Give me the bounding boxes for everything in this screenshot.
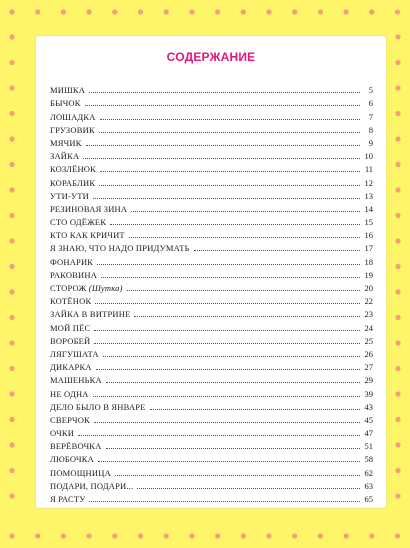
dot-leader — [100, 170, 360, 172]
toc-entry — [50, 95, 373, 108]
toc-entry-title — [50, 178, 95, 188]
toc-entry — [50, 293, 373, 306]
border-dot — [395, 136, 400, 141]
toc-entry — [50, 135, 373, 148]
border-dot — [395, 238, 400, 243]
toc-entry-label: ЗАЙКА — [50, 151, 80, 162]
toc-entry-title — [50, 309, 130, 319]
toc-entry — [50, 148, 373, 161]
toc-entry — [50, 82, 373, 95]
toc-entry — [50, 201, 373, 214]
toc-entry-page-number: 20 — [364, 283, 373, 293]
page-title: СОДЕРЖАНИЕ — [166, 50, 256, 64]
dot-leader — [89, 500, 360, 502]
toc-entry-page-number: 11 — [364, 164, 373, 175]
toc-entry-label: НЕ ОДНА — [50, 388, 89, 399]
border-dot — [112, 9, 117, 14]
dot-leader — [86, 144, 360, 146]
dot-leader — [93, 197, 360, 199]
border-dot — [9, 213, 14, 218]
toc-entry-page-number: 43 — [364, 401, 373, 412]
toc-entry-page-number: 65 — [364, 494, 373, 504]
border-dot — [61, 533, 66, 538]
table-of-contents — [50, 82, 373, 504]
toc-entry — [50, 399, 373, 412]
toc-entry-title — [50, 125, 95, 135]
toc-entry — [50, 174, 373, 187]
border-dot — [9, 289, 14, 294]
toc-entry-page-number: 18 — [364, 256, 373, 267]
toc-entry-label: ЛЯГУШАТА — [50, 348, 99, 359]
toc-entry-title — [50, 164, 96, 174]
dot-leader — [129, 236, 360, 238]
toc-entry — [50, 108, 373, 121]
border-dot — [9, 391, 14, 396]
toc-entry — [50, 161, 373, 174]
border-dot — [395, 162, 400, 167]
border-dot — [241, 533, 246, 538]
toc-entry — [50, 478, 373, 491]
border-dot — [215, 9, 220, 14]
toc-entry-page-number: 10 — [364, 151, 373, 162]
toc-entry-label: ВЕРЁВОЧКА — [50, 441, 102, 452]
toc-entry-title — [50, 323, 90, 333]
border-dot — [189, 533, 194, 538]
toc-entry — [50, 372, 373, 385]
border-dot — [395, 493, 400, 498]
toc-entry-label: МИШКА — [50, 85, 86, 96]
border-dot — [395, 34, 400, 39]
border-dot — [9, 468, 14, 473]
dot-leader — [89, 91, 360, 93]
toc-entry-title — [50, 415, 90, 425]
border-dot — [9, 85, 14, 90]
border-dot — [9, 111, 14, 116]
toc-entry-page-number: 5 — [368, 85, 373, 96]
border-dot — [9, 136, 14, 141]
toc-entry-page-number: 58 — [364, 454, 373, 465]
border-dot — [9, 340, 14, 345]
toc-entry-label: БЫЧОК — [50, 98, 81, 109]
dot-leader — [83, 157, 360, 159]
toc-entry-label: КОРАБЛИК — [50, 177, 96, 188]
toc-entry-page-number: 6 — [368, 98, 373, 109]
toc-entry-label: ПОМОЩНИЦА — [50, 467, 111, 478]
toc-entry — [50, 491, 373, 504]
toc-entry-label: СВЕРЧОК — [50, 414, 90, 425]
border-dot — [395, 60, 400, 65]
toc-entry-label: РАКОВИНА — [50, 269, 98, 280]
toc-entry-title — [50, 481, 133, 491]
border-dot — [9, 366, 14, 371]
toc-entry — [50, 122, 373, 135]
toc-entry-page-number: 29 — [364, 375, 373, 386]
toc-entry — [50, 188, 373, 201]
toc-entry — [50, 253, 373, 266]
border-dot — [9, 187, 14, 192]
border-dot — [395, 417, 400, 422]
toc-entry-page-number: 7 — [368, 111, 373, 122]
toc-entry-title — [50, 204, 127, 214]
border-dot — [318, 9, 323, 14]
toc-entry-label: КОЗЛЁНОК — [50, 164, 96, 175]
border-dot — [395, 340, 400, 345]
dot-leader — [98, 460, 360, 462]
border-dot — [9, 162, 14, 167]
toc-entry-page-number: 19 — [364, 269, 373, 280]
border-dot — [9, 533, 14, 538]
border-dot — [87, 533, 92, 538]
border-dot — [87, 9, 92, 14]
border-dot — [395, 289, 400, 294]
border-dot — [241, 9, 246, 14]
border-dot — [9, 315, 14, 320]
dot-leader — [97, 263, 360, 265]
toc-entry-label: Я ЗНАЮ, ЧТО НАДО ПРИДУМАТЬ — [50, 243, 190, 254]
toc-entry-page-number: 51 — [364, 441, 373, 452]
toc-entry-title — [50, 468, 111, 478]
toc-entry-title — [50, 138, 82, 148]
dot-leader — [115, 474, 360, 476]
border-dot — [292, 533, 297, 538]
dot-leader — [94, 329, 360, 331]
toc-entry-label: КОТЁНОК — [50, 296, 92, 307]
border-dot — [9, 9, 14, 14]
toc-entry-page-number: 27 — [364, 362, 373, 373]
toc-entry-title — [50, 270, 97, 280]
toc-entry-page-number: 25 — [364, 335, 373, 346]
border-dot — [395, 187, 400, 192]
dot-leader — [150, 408, 360, 410]
border-dot — [35, 9, 40, 14]
dot-leader — [96, 368, 360, 370]
toc-entry-title — [50, 494, 85, 504]
toc-entry-label: ВОРОБЕЙ — [50, 335, 91, 346]
border-dot — [395, 468, 400, 473]
toc-entry-page-number: 47 — [364, 428, 373, 439]
toc-entry-page-number: 63 — [364, 480, 373, 491]
toc-entry-title — [50, 151, 79, 161]
toc-entry — [50, 280, 373, 293]
toc-entry-title — [50, 217, 106, 227]
border-dot — [189, 9, 194, 14]
toc-entry — [50, 227, 373, 240]
toc-entry-page-number: 22 — [364, 296, 373, 307]
dot-leader — [131, 210, 360, 212]
toc-entry-page-number: 8 — [368, 124, 373, 135]
dot-leader — [106, 447, 360, 449]
toc-entry-title — [50, 402, 146, 412]
toc-entry-title — [50, 389, 89, 399]
toc-entry-label: ЛОШАДКА — [50, 111, 96, 122]
border-dot — [164, 533, 169, 538]
toc-entry — [50, 412, 373, 425]
toc-entry-title — [50, 98, 81, 108]
dot-leader — [94, 421, 360, 423]
toc-entry-title — [50, 230, 125, 240]
border-dot — [395, 315, 400, 320]
contents-page — [36, 36, 386, 508]
dot-leader — [134, 315, 360, 317]
toc-entry — [50, 240, 373, 253]
toc-entry-label: СТО ОДЁЖЕК — [50, 217, 107, 228]
toc-entry-label: РЕЗИНОВАЯ ЗИНА — [50, 203, 128, 214]
toc-entry-page-number: 45 — [364, 414, 373, 425]
toc-entry — [50, 359, 373, 372]
border-dot — [9, 34, 14, 39]
toc-entry-label: ЗАЙКА В ВИТРИНЕ — [50, 309, 131, 320]
border-dot — [344, 9, 349, 14]
toc-entry-label: УТИ-УТИ — [50, 190, 89, 201]
dot-leader — [78, 434, 360, 436]
toc-entry — [50, 306, 373, 319]
border-dot — [395, 442, 400, 447]
dot-leader — [95, 302, 360, 304]
toc-entry-page-number: 9 — [368, 137, 373, 148]
dot-leader — [106, 381, 360, 383]
toc-entry-page-number: 62 — [364, 467, 373, 478]
border-dot — [266, 533, 271, 538]
toc-entry-title — [50, 191, 89, 201]
toc-entry-label: СТОРОЖ — [50, 283, 89, 293]
border-dot — [9, 238, 14, 243]
toc-entry-title — [50, 243, 190, 253]
border-dot — [395, 9, 400, 14]
toc-entry-title — [50, 441, 102, 451]
toc-entry-page-number: 14 — [364, 203, 373, 214]
border-dot — [138, 533, 143, 538]
toc-entry-title — [50, 296, 91, 306]
border-dot — [395, 533, 400, 538]
border-dot — [344, 533, 349, 538]
border-dot — [369, 9, 374, 14]
toc-entry-label: ОЧКИ — [50, 428, 75, 439]
border-dot — [395, 391, 400, 396]
dot-leader — [101, 276, 360, 278]
toc-entry-title — [50, 112, 96, 122]
toc-entry-label: ФОНАРИК — [50, 256, 94, 267]
border-dot — [9, 60, 14, 65]
toc-entry-title — [50, 85, 85, 95]
toc-entry-page-number: 23 — [364, 309, 373, 320]
toc-entry-page-number: 26 — [364, 348, 373, 359]
toc-entry-title — [50, 454, 94, 464]
toc-entry — [50, 464, 373, 477]
toc-entry-title — [50, 349, 99, 359]
dot-leader — [99, 131, 360, 133]
toc-entry-label: МОЙ ПЁС — [50, 322, 91, 333]
toc-entry-page-number: 16 — [364, 230, 373, 241]
toc-entry-label: ПОДАРИ, ПОДАРИ... — [50, 480, 134, 491]
dot-leader — [93, 395, 360, 397]
toc-entry-page-number: 12 — [364, 177, 373, 188]
border-dot — [395, 213, 400, 218]
dot-leader — [100, 118, 360, 120]
border-dot — [138, 9, 143, 14]
toc-entry-label: ДИКАРКА — [50, 362, 92, 373]
dot-leader — [194, 249, 360, 251]
toc-entry — [50, 385, 373, 398]
toc-entry-label: МАШЕНЬКА — [50, 375, 102, 386]
toc-entry-label: КТО КАК КРИЧИТ — [50, 230, 125, 241]
toc-entry-title — [50, 283, 123, 293]
dot-leader — [85, 104, 360, 106]
border-dot — [35, 533, 40, 538]
dot-leader — [99, 184, 360, 186]
border-dot — [369, 533, 374, 538]
toc-entry-label: ЛЮБОЧКА — [50, 454, 94, 465]
border-dot — [9, 442, 14, 447]
toc-entry-label: ГРУЗОВИК — [50, 124, 95, 135]
border-dot — [266, 9, 271, 14]
dot-leader — [103, 355, 360, 357]
border-dot — [395, 85, 400, 90]
toc-entry-page-number: 24 — [364, 322, 373, 333]
toc-entry — [50, 438, 373, 451]
toc-entry — [50, 425, 373, 438]
toc-entry-page-number: 39 — [364, 388, 373, 399]
toc-entry-title — [50, 375, 102, 385]
border-dot — [395, 111, 400, 116]
dot-leader — [110, 223, 360, 225]
toc-entry-title — [50, 257, 93, 267]
toc-entry — [50, 214, 373, 227]
border-dot — [9, 493, 14, 498]
dot-leader — [137, 487, 360, 489]
toc-entry-page-number: 13 — [364, 190, 373, 201]
toc-entry — [50, 346, 373, 359]
toc-entry-title — [50, 336, 90, 346]
dot-leader — [94, 342, 360, 344]
border-dot — [292, 9, 297, 14]
border-dot — [395, 366, 400, 371]
border-dot — [9, 264, 14, 269]
border-dot — [9, 417, 14, 422]
toc-entry-label: ДЕЛО БЫЛО В ЯНВАРЕ — [50, 401, 146, 412]
dot-leader — [127, 289, 360, 291]
toc-entry-page-number: 17 — [364, 243, 373, 254]
border-dot — [215, 533, 220, 538]
border-dot — [112, 533, 117, 538]
toc-entry-title — [50, 362, 92, 372]
toc-entry — [50, 319, 373, 332]
toc-entry — [50, 451, 373, 464]
toc-entry-title — [50, 428, 74, 438]
toc-entry — [50, 267, 373, 280]
toc-entry-page-number: 15 — [364, 217, 373, 228]
border-dot — [395, 264, 400, 269]
toc-entry-subtitle: (Шутка) — [88, 283, 123, 293]
border-dot — [61, 9, 66, 14]
toc-entry — [50, 333, 373, 346]
toc-entry-label: Я РАСТУ — [50, 494, 86, 504]
border-dot — [164, 9, 169, 14]
toc-entry-label: МЯЧИК — [50, 137, 82, 148]
border-dot — [318, 533, 323, 538]
